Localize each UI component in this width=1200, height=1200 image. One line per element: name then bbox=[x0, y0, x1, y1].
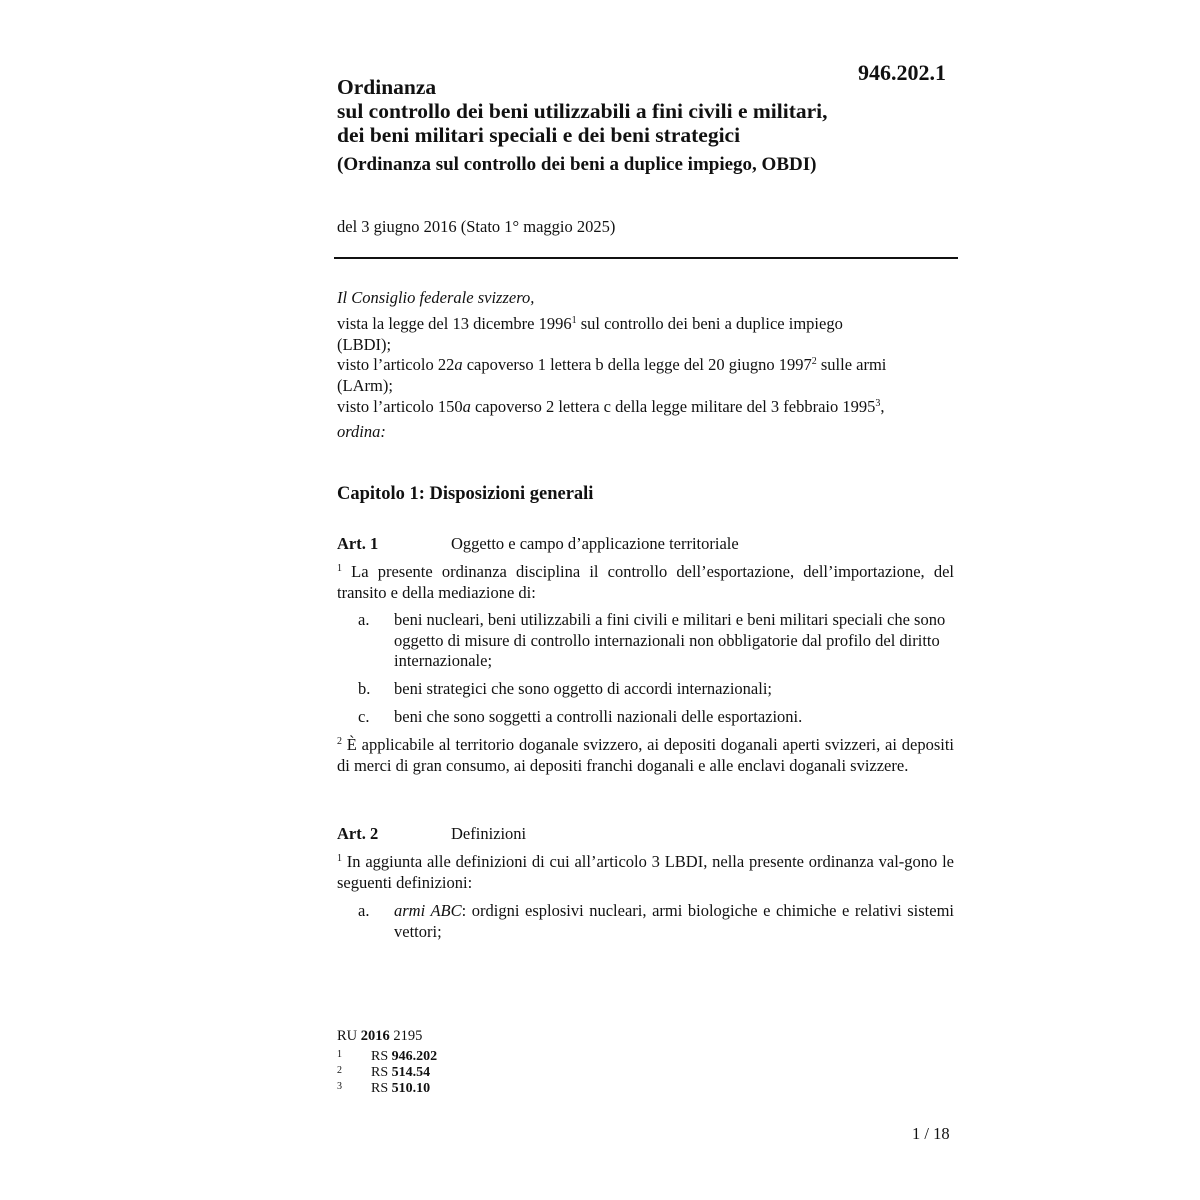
art1-number: Art. 1 bbox=[337, 534, 379, 553]
art1-paragraph-1: $^1$ La presente ordinanza disciplina il controllo dell’esportazione, dell’importazione, del transito e della mediazione di: bbox=[337, 562, 954, 602]
chapter-heading: Capitolo 1: Disposizioni generali bbox=[337, 484, 594, 504]
art2-item-a-text: armi ABC: ordigni esplosivi nucleari, armi biologiche e chimiche e relativi sistemi vettori; bbox=[394, 901, 954, 941]
art1-item-b-text: beni strategici che sono oggetto di accordi internazionali; bbox=[394, 679, 772, 698]
art2-paragraph-1: $^1$ In aggiunta alle definizioni di cui all’articolo 3 LBDI, nella presente ordinanza val-gono le seguenti definizioni: bbox=[337, 852, 954, 892]
sr-number: 946.202.1 bbox=[858, 60, 946, 85]
art2-item-a-letter: a. bbox=[358, 901, 370, 920]
art2-number: Art. 2 bbox=[337, 824, 379, 843]
art1-paragraph-2: $^2$ È applicabile al territorio doganale svizzero, ai depositi doganali aperti svizzeri, ai depositi di merci di gran consumo, ai depositi franchi doganali e alle enclavi doganali svizzere. bbox=[337, 735, 954, 775]
preamble-line-2: visto l’articolo 22a capoverso 1 lettera b della legge del 20 giugno 1997$^2$ sulle armi (LArm); bbox=[337, 355, 887, 395]
footnote-ref-2[interactable]: 2 bbox=[811, 356, 817, 367]
footnote-1: 1 RS 946.202 bbox=[337, 1049, 438, 1064]
footnote-ref-1[interactable]: 1 bbox=[571, 315, 577, 326]
art2-title: Definizioni bbox=[451, 824, 527, 843]
art1-item-c-letter: c. bbox=[358, 707, 370, 726]
art1-item-b-letter: b. bbox=[358, 679, 371, 698]
preamble-line-1: vista la legge del 13 dicembre 1996$^1$ sul controllo dei beni a duplice impiego (LBDI); bbox=[337, 314, 843, 354]
art1-item-c-text: beni che sono soggetti a controlli nazionali delle esportazioni. bbox=[394, 707, 803, 726]
footnote-ref-3[interactable]: 3 bbox=[875, 398, 881, 409]
art1-item-a-letter: a. bbox=[358, 610, 370, 629]
footnote-2: 2 RS 514.54 bbox=[337, 1065, 431, 1080]
preamble-line-3: visto l’articolo 150a capoverso 2 lettera c della legge militare del 3 febbraio 1995$^3$, bbox=[337, 397, 885, 416]
title-line-3: dei beni militari speciali e dei beni strategici bbox=[337, 123, 741, 147]
art1-item-a-text: beni nucleari, beni utilizzabili a fini civili e militari e beni militari speciali che sono oggetto di misure di controllo internazionali non obbligatorie dal profilo del diritto internazionale; bbox=[394, 610, 946, 670]
short-title: (Ordinanza sul controllo dei beni a duplice impiego, OBDI) bbox=[337, 154, 817, 175]
art1-title: Oggetto e campo d’applicazione territoriale bbox=[451, 534, 739, 553]
title-line-2: sul controllo dei beni utilizzabili a fini civili e militari, bbox=[337, 99, 828, 123]
footnote-3: 3 RS 510.10 bbox=[337, 1081, 431, 1096]
preamble-authority: Il Consiglio federale svizzero, bbox=[337, 288, 535, 307]
ordinance-date: del 3 giugno 2016 (Stato 1° maggio 2025) bbox=[337, 217, 616, 236]
preamble-ordains: ordina: bbox=[337, 422, 386, 441]
page-number: 1 / 18 bbox=[912, 1124, 950, 1143]
ru-reference: RU 2016 2195 bbox=[337, 1028, 423, 1044]
header-divider bbox=[334, 257, 958, 259]
title-line-1: Ordinanza bbox=[337, 75, 437, 99]
